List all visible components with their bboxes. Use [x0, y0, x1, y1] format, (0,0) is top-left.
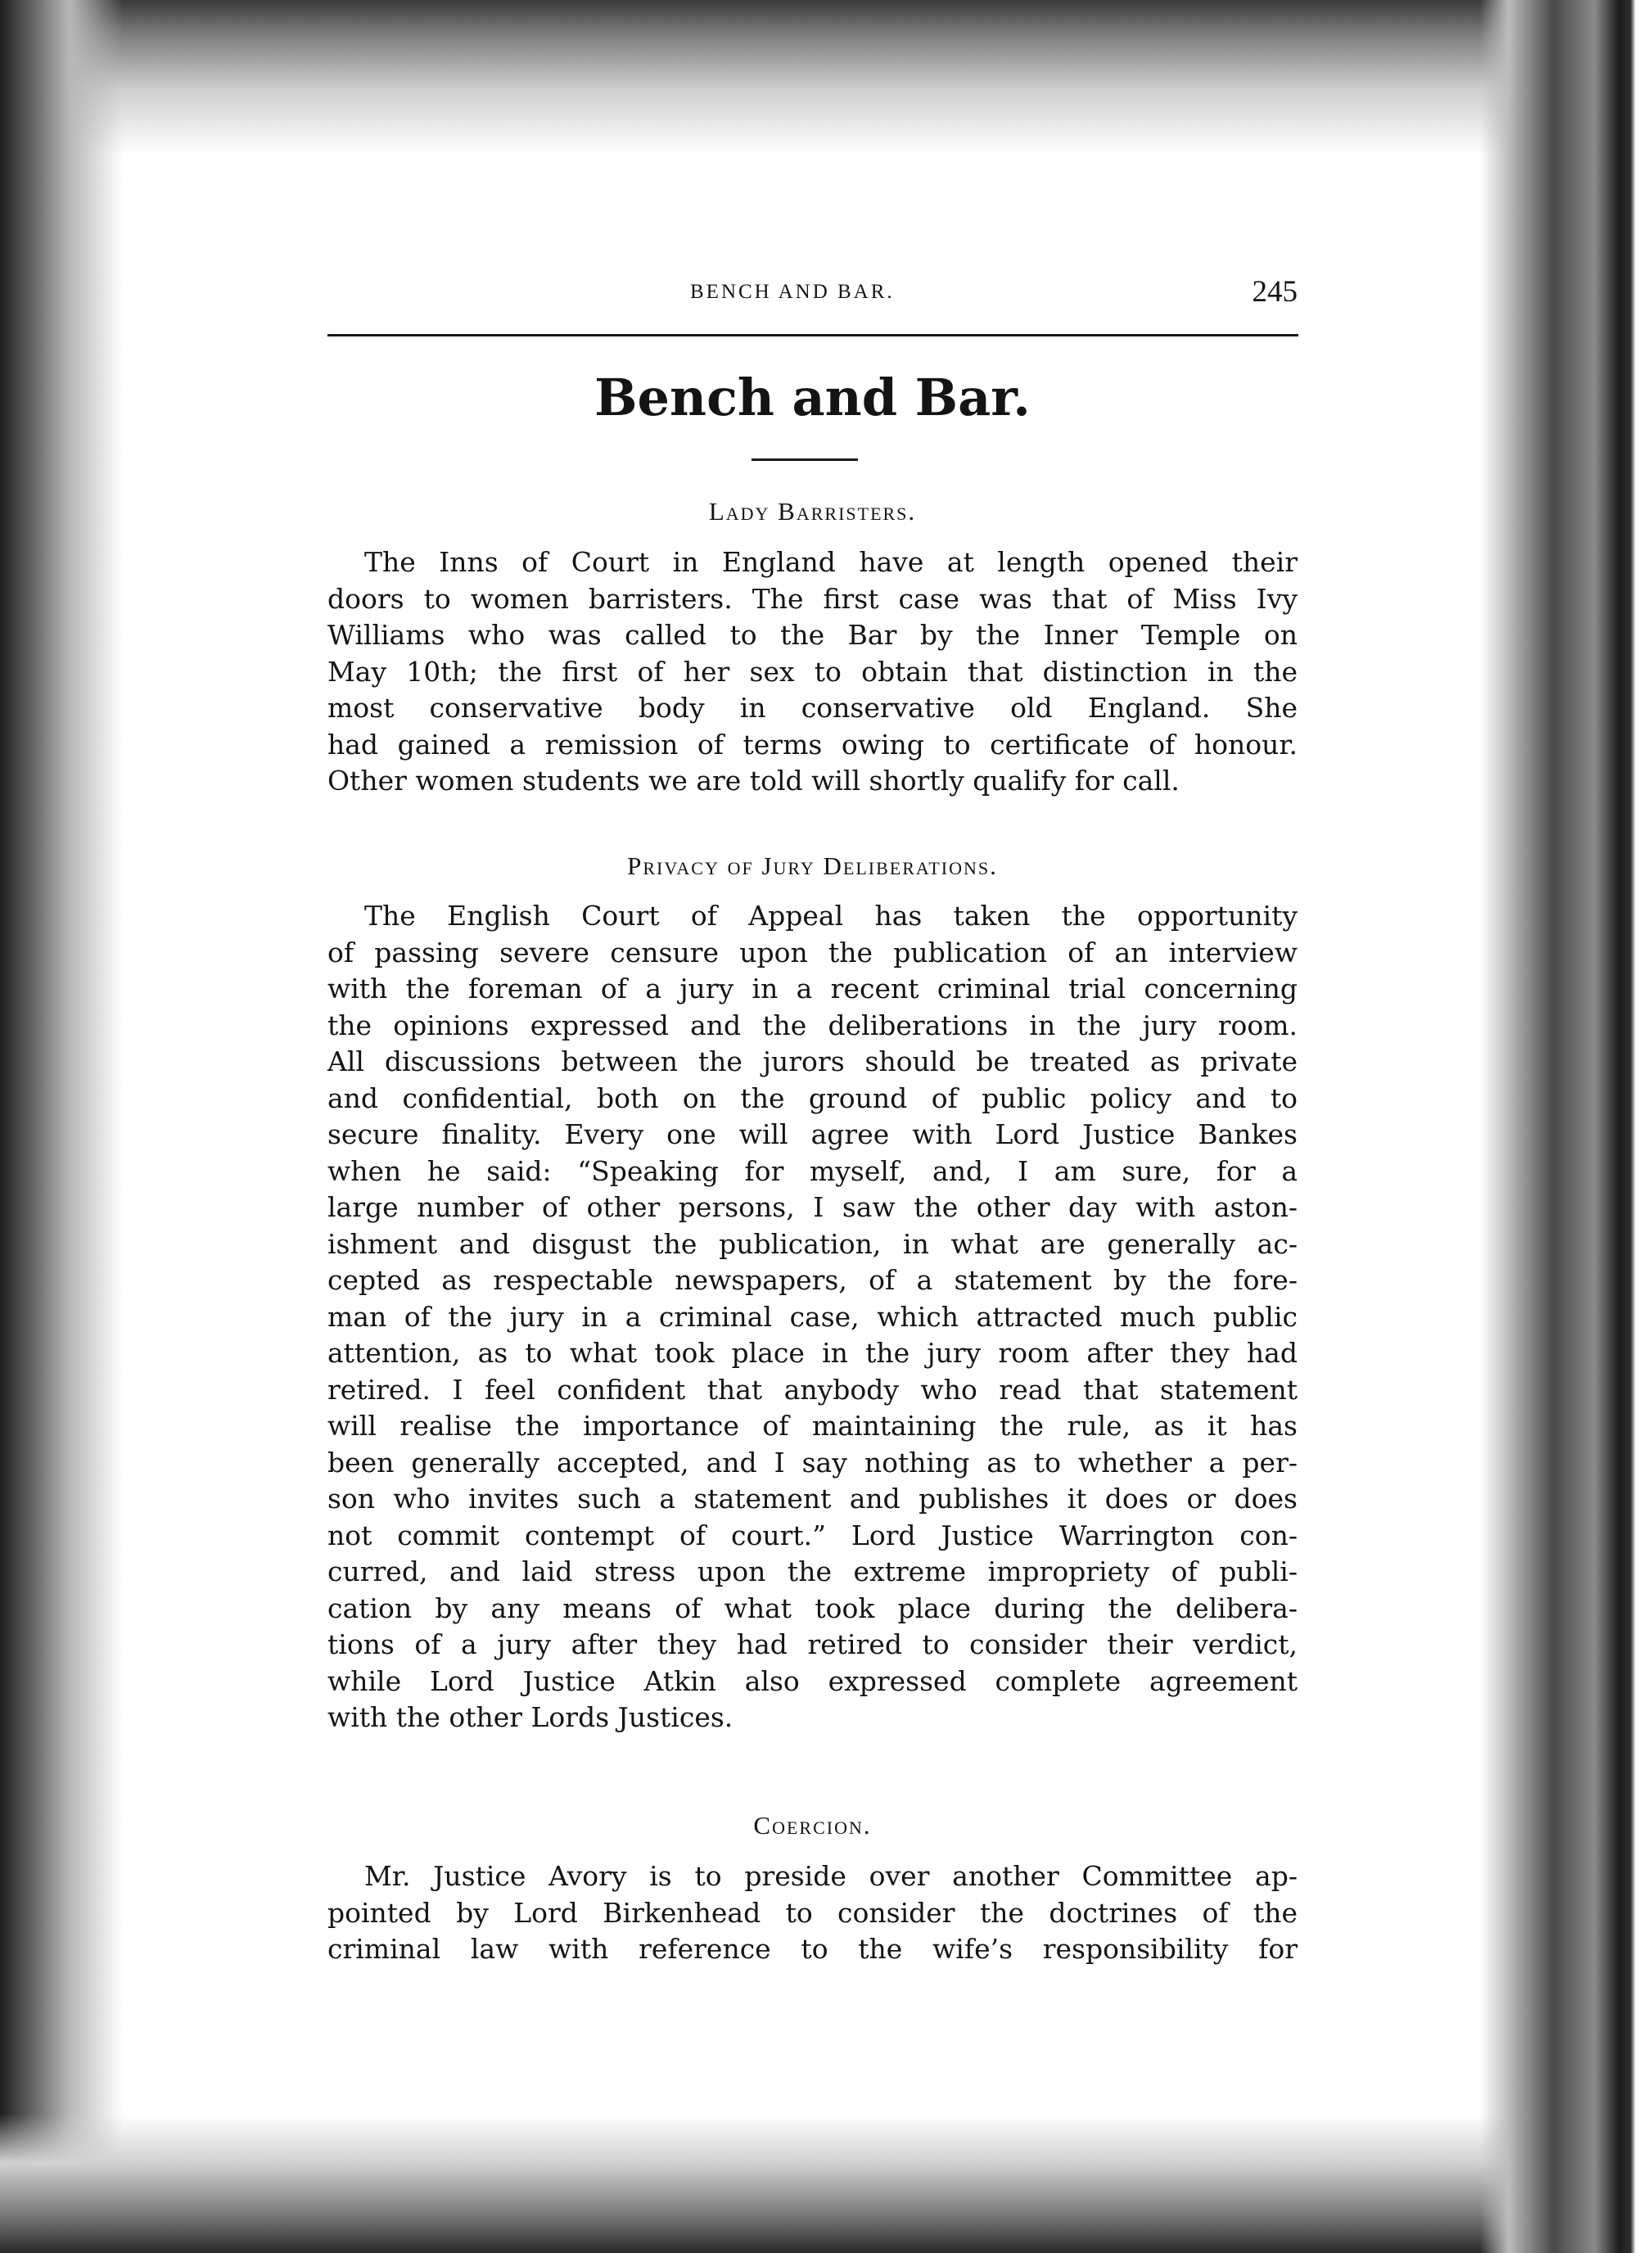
- page-number: 245: [1252, 275, 1298, 309]
- text-line: doors to women barristers. The first case was that of Miss Ivy: [327, 582, 1298, 615]
- scan-shadow-left: [0, 0, 123, 2253]
- text-line: man of the jury in a criminal case, which attracted much public: [327, 1300, 1298, 1333]
- text-line: been generally accepted, and I say nothing as to whether a per-: [327, 1446, 1298, 1479]
- text-line: not commit contempt of court.” Lord Justice Warrington con-: [327, 1519, 1298, 1551]
- text-line: All discussions between the jurors should be treated as private: [327, 1045, 1298, 1077]
- scan-shadow-right: [1480, 0, 1652, 2253]
- section-body-privacy-of-jury-deliberations: [327, 898, 1298, 1736]
- text-line: secure finality. Every one will agree with Lord Justice Bankes: [327, 1118, 1298, 1150]
- section-body-lady-barristers: [327, 544, 1298, 800]
- text-line: with the other Lords Justices.: [327, 1701, 733, 1733]
- text-line: when he said: “Speaking for myself, and, I am sure, for a: [327, 1154, 1298, 1187]
- text-line: tions of a jury after they had retired to consider their verdict,: [327, 1628, 1298, 1660]
- text-line: attention, as to what took place in the jury room after they had: [327, 1337, 1298, 1369]
- section-heading-coercion: Coercion.: [753, 1811, 872, 1840]
- running-head-title: BENCH AND BAR.: [690, 281, 895, 303]
- text-line: the opinions expressed and the deliberations in the jury room.: [327, 1009, 1298, 1041]
- text-line: and confidential, both on the ground of public policy and to: [327, 1081, 1298, 1114]
- text-line: son who invites such a statement and publishes it does or does: [327, 1483, 1298, 1515]
- text-line: Other women students we are told will shortly qualify for call.: [327, 765, 1180, 797]
- section-heading-privacy-of-jury-deliberations: Privacy of Jury Deliberations.: [627, 851, 998, 880]
- scan-shadow-bottom: [0, 2114, 1652, 2253]
- running-head: [327, 274, 1298, 323]
- header-rule: [327, 334, 1298, 336]
- scan-shadow-top: [0, 0, 1652, 156]
- text-line: of passing severe censure upon the publication of an interview: [327, 936, 1298, 968]
- section-body-coercion: [327, 1858, 1298, 1968]
- section-heading-lady-barristers: Lady Barristers.: [708, 497, 917, 526]
- text-line: curred, and laid stress upon the extreme impropriety of publi-: [327, 1555, 1298, 1587]
- text-line: cepted as respectable newspapers, of a statement by the fore-: [327, 1264, 1298, 1296]
- text-line: had gained a remission of terms owing to certificate of honour.: [327, 728, 1298, 761]
- text-line: retired. I feel confident that anybody who read that statement: [327, 1373, 1298, 1406]
- text-line: ishment and disgust the publication, in what are generally ac-: [327, 1227, 1298, 1260]
- text-line: The English Court of Appeal has taken the opportunity: [364, 900, 1298, 932]
- text-line: Williams who was called to the Bar by the Inner Temple on: [327, 619, 1298, 651]
- text-line: cation by any means of what took place during the delibera-: [327, 1592, 1298, 1624]
- text-line: Mr. Justice Avory is to preside over another Committee ap-: [364, 1860, 1298, 1892]
- text-line: with the foreman of a jury in a recent criminal trial concerning: [327, 973, 1298, 1005]
- text-line: large number of other persons, I saw the other day with aston-: [327, 1191, 1298, 1223]
- title-divider: [752, 458, 858, 461]
- text-line: The Inns of Court in England have at length opened their: [364, 546, 1298, 578]
- text-line: most conservative body in conservative old England. She: [327, 692, 1298, 724]
- page-title: Bench and Bar.: [594, 368, 1031, 427]
- text-line: while Lord Justice Atkin also expressed complete agreement: [327, 1664, 1298, 1697]
- text-line: pointed by Lord Birkenhead to consider the doctrines of the: [327, 1896, 1298, 1929]
- text-line: May 10th; the first of her sex to obtain that distinction in the: [327, 655, 1298, 688]
- text-line: will realise the importance of maintaining the rule, as it has: [327, 1410, 1298, 1442]
- text-line: criminal law with reference to the wife’s responsibility for: [327, 1933, 1298, 1965]
